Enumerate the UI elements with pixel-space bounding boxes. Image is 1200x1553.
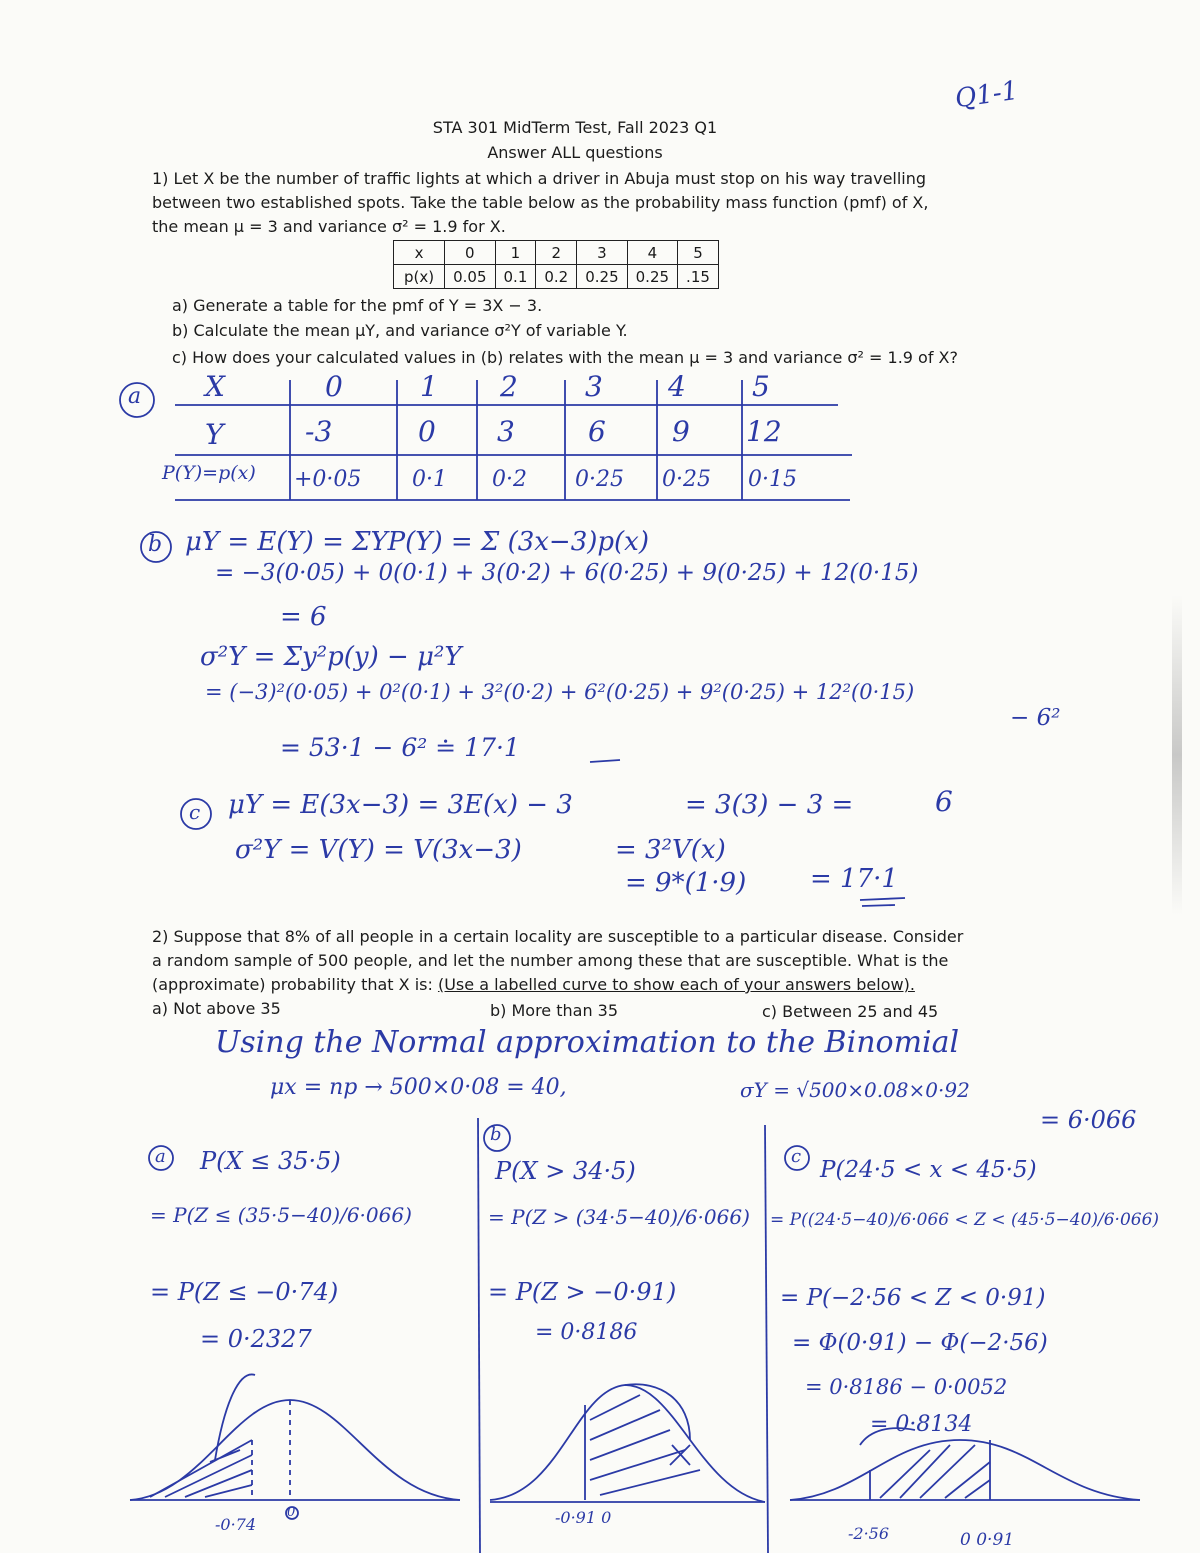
answer-x-cell: 4: [668, 370, 686, 403]
q2b-curve-label: -0·91 0: [555, 1508, 612, 1527]
answer-y-cell: 6: [588, 415, 606, 448]
pmf-x-label: x: [394, 241, 445, 265]
q2c-line4: = Φ(0·91) − Φ(−2·56): [792, 1330, 1048, 1356]
q2c-curve-label-right: 0 0·91: [960, 1530, 1015, 1550]
q2c-line2: = P((24·5−40)/6·066 < Z < (45·5−40)/6·066): [770, 1210, 1160, 1230]
answer-p-cell: 0·15: [748, 467, 797, 492]
q1-part-c: c) How does your calculated values in (b) relates with the mean μ = 3 and variance σ² = 1.9 of X?: [172, 348, 959, 367]
pmf-p-cell: 0.25: [577, 265, 627, 289]
answer-p-cell: 0·2: [492, 467, 527, 492]
q2-text-line2: a random sample of 500 people, and let the number among these that are susceptible. What is the: [152, 951, 949, 970]
q2a-line2: = P(Z ≤ (35·5−40)/6·066): [150, 1203, 412, 1227]
q2b-line1: P(X > 34·5): [495, 1157, 636, 1185]
pmf-p-cell: 0.2: [536, 265, 577, 289]
answer-c-line2: σ²Y = V(Y) = V(3x−3): [235, 835, 522, 865]
q2b-marker: b: [490, 1124, 502, 1145]
q2b-line3: = P(Z > −0·91): [488, 1278, 677, 1306]
answer-y-cell: 0: [418, 415, 436, 448]
q2c-curve-label: -2·56: [848, 1524, 890, 1543]
answer-y-cell: 3: [497, 415, 515, 448]
answer-y-cell: 9: [672, 415, 690, 448]
q2a-curve-label-zero: 0: [287, 1505, 296, 1520]
pmf-x-cell: 2: [536, 241, 577, 265]
q2a-line4: = 0·2327: [200, 1325, 312, 1353]
q2-text-line3: [152, 975, 915, 994]
q2c-marker: c: [791, 1146, 802, 1167]
answer-x-cell: 1: [420, 370, 438, 403]
pmf-x-cell: 0: [445, 241, 495, 265]
q2c-line1: P(24·5 < x < 45·5): [820, 1157, 1037, 1183]
answer-x-cell: 5: [752, 370, 770, 403]
answer-b-line4: σ²Y = Σy²p(y) − μ²Y: [200, 642, 462, 672]
answer-x-cell: 0: [325, 370, 343, 403]
answer-table-p-label: P(Y)=p(x): [162, 462, 256, 484]
q2a-line3: = P(Z ≤ −0·74): [150, 1278, 339, 1306]
normal-curve-b: [490, 1384, 765, 1502]
q2-part-b: b) More than 35: [490, 1001, 619, 1020]
answer-table-y-label: Y: [205, 418, 224, 451]
pmf-p-cell: .15: [678, 265, 719, 289]
q1-text-line2: between two established spots. Take the table below as the probability mass function (pmf) of X,: [152, 193, 929, 212]
q1-text-line3: the mean μ = 3 and variance σ² = 1.9 for X.: [152, 217, 506, 236]
pmf-p-cell: 0.05: [445, 265, 495, 289]
q2a-line1: P(X ≤ 35·5): [200, 1147, 341, 1175]
q2b-line4: = 0·8186: [535, 1320, 638, 1345]
q2c-line5: = 0·8186 − 0·0052: [805, 1375, 1008, 1399]
q2-part-c: c) Between 25 and 45: [762, 1002, 939, 1021]
answer-x-cell: 2: [500, 370, 518, 403]
answer-c-marker: c: [189, 800, 201, 824]
pmf-p-cell: 0.1: [495, 265, 536, 289]
answer-p-cell: +0·05: [294, 467, 362, 492]
answer-a-marker: a: [128, 384, 142, 409]
q1-text-line1: 1) Let X be the number of traffic lights at which a driver in Abuja must stop on his way travelling: [152, 169, 927, 188]
q1-part-b: b) Calculate the mean μY, and variance σ²Y of variable Y.: [172, 321, 628, 340]
q2c-line6: = 0·8134: [870, 1412, 973, 1437]
pmf-x-cell: 3: [577, 241, 627, 265]
answer-p-cell: 0·25: [662, 467, 711, 492]
answer-b-line5: = (−3)²(0·05) + 0²(0·1) + 3²(0·2) + 6²(0·25) + 9²(0·25) + 12²(0·15): [205, 680, 915, 704]
q2-text-line3-plain: (approximate) probability that X is:: [152, 975, 438, 994]
answer-b-line3: = 6: [280, 602, 327, 632]
q1-part-a: a) Generate a table for the pmf of Y = 3X − 3.: [172, 296, 543, 315]
q2b-line2: = P(Z > (34·5−40)/6·066): [488, 1205, 750, 1229]
answer-y-cell: 12: [746, 415, 782, 448]
answer-b-line6: = 53·1 − 6² ≐ 17·1: [280, 733, 520, 762]
answer-b-marker: b: [148, 532, 163, 557]
q2-part-a: a) Not above 35: [152, 999, 281, 1018]
answer-p-cell: 0·25: [575, 467, 624, 492]
corner-note: Q1-1: [953, 75, 1020, 115]
pmf-p-cell: 0.25: [627, 265, 677, 289]
test-title: STA 301 MidTerm Test, Fall 2023 Q1: [432, 118, 718, 137]
answer-b-line2: = −3(0·05) + 0(0·1) + 3(0·2) + 6(0·25) + 9(0·25) + 12(0·15): [215, 560, 919, 586]
answer-c-line1: μY = E(3x−3) = 3E(x) − 3: [228, 790, 573, 820]
q2-sigma-value: = 6·066: [1040, 1106, 1137, 1134]
answer-x-cell: 3: [585, 370, 603, 403]
answer-b-line1: μY = E(Y) = ΣYP(Y) = Σ (3x−3)p(x): [185, 527, 649, 557]
q2-text-line1: 2) Suppose that 8% of all people in a certain locality are susceptible to a particular disease. Consider: [152, 927, 964, 946]
answer-c-line1b: = 3(3) − 3 =: [685, 790, 854, 820]
q2-instruction-underlined: (Use a labelled curve to show each of your answers below).: [437, 975, 915, 994]
answer-table-x-label: X: [205, 370, 225, 403]
answer-c-line3: = 9*(1·9): [625, 868, 747, 898]
q2-mu: μx = np → 500×0·08 = 40,: [270, 1075, 567, 1100]
q2a-marker: a: [155, 1146, 166, 1167]
pmf-x-cell: 1: [495, 241, 536, 265]
answer-c-line3b: = 17·1: [810, 864, 898, 894]
pmf-p-label: p(x): [394, 265, 445, 289]
answer-y-cell: -3: [305, 415, 333, 448]
q2-intro: Using the Normal approximation to the Binomial: [215, 1025, 960, 1060]
normal-curve-c: [790, 1428, 1140, 1500]
pmf-x-cell: 4: [627, 241, 677, 265]
q2-sigma: σY = √500×0.08×0·92: [740, 1078, 970, 1102]
test-subtitle: Answer ALL questions: [487, 143, 663, 162]
q2a-curve-label: -0·74: [215, 1515, 257, 1534]
answer-b-line5b: − 6²: [1010, 705, 1061, 731]
answer-c-line1c: 6: [935, 785, 953, 818]
answer-c-line2b: = 3²V(x): [615, 835, 726, 865]
q2c-line3: = P(−2·56 < Z < 0·91): [780, 1285, 1046, 1311]
answer-p-cell: 0·1: [412, 467, 447, 492]
pmf-x-cell: 5: [678, 241, 719, 265]
normal-curve-a: [130, 1374, 460, 1519]
